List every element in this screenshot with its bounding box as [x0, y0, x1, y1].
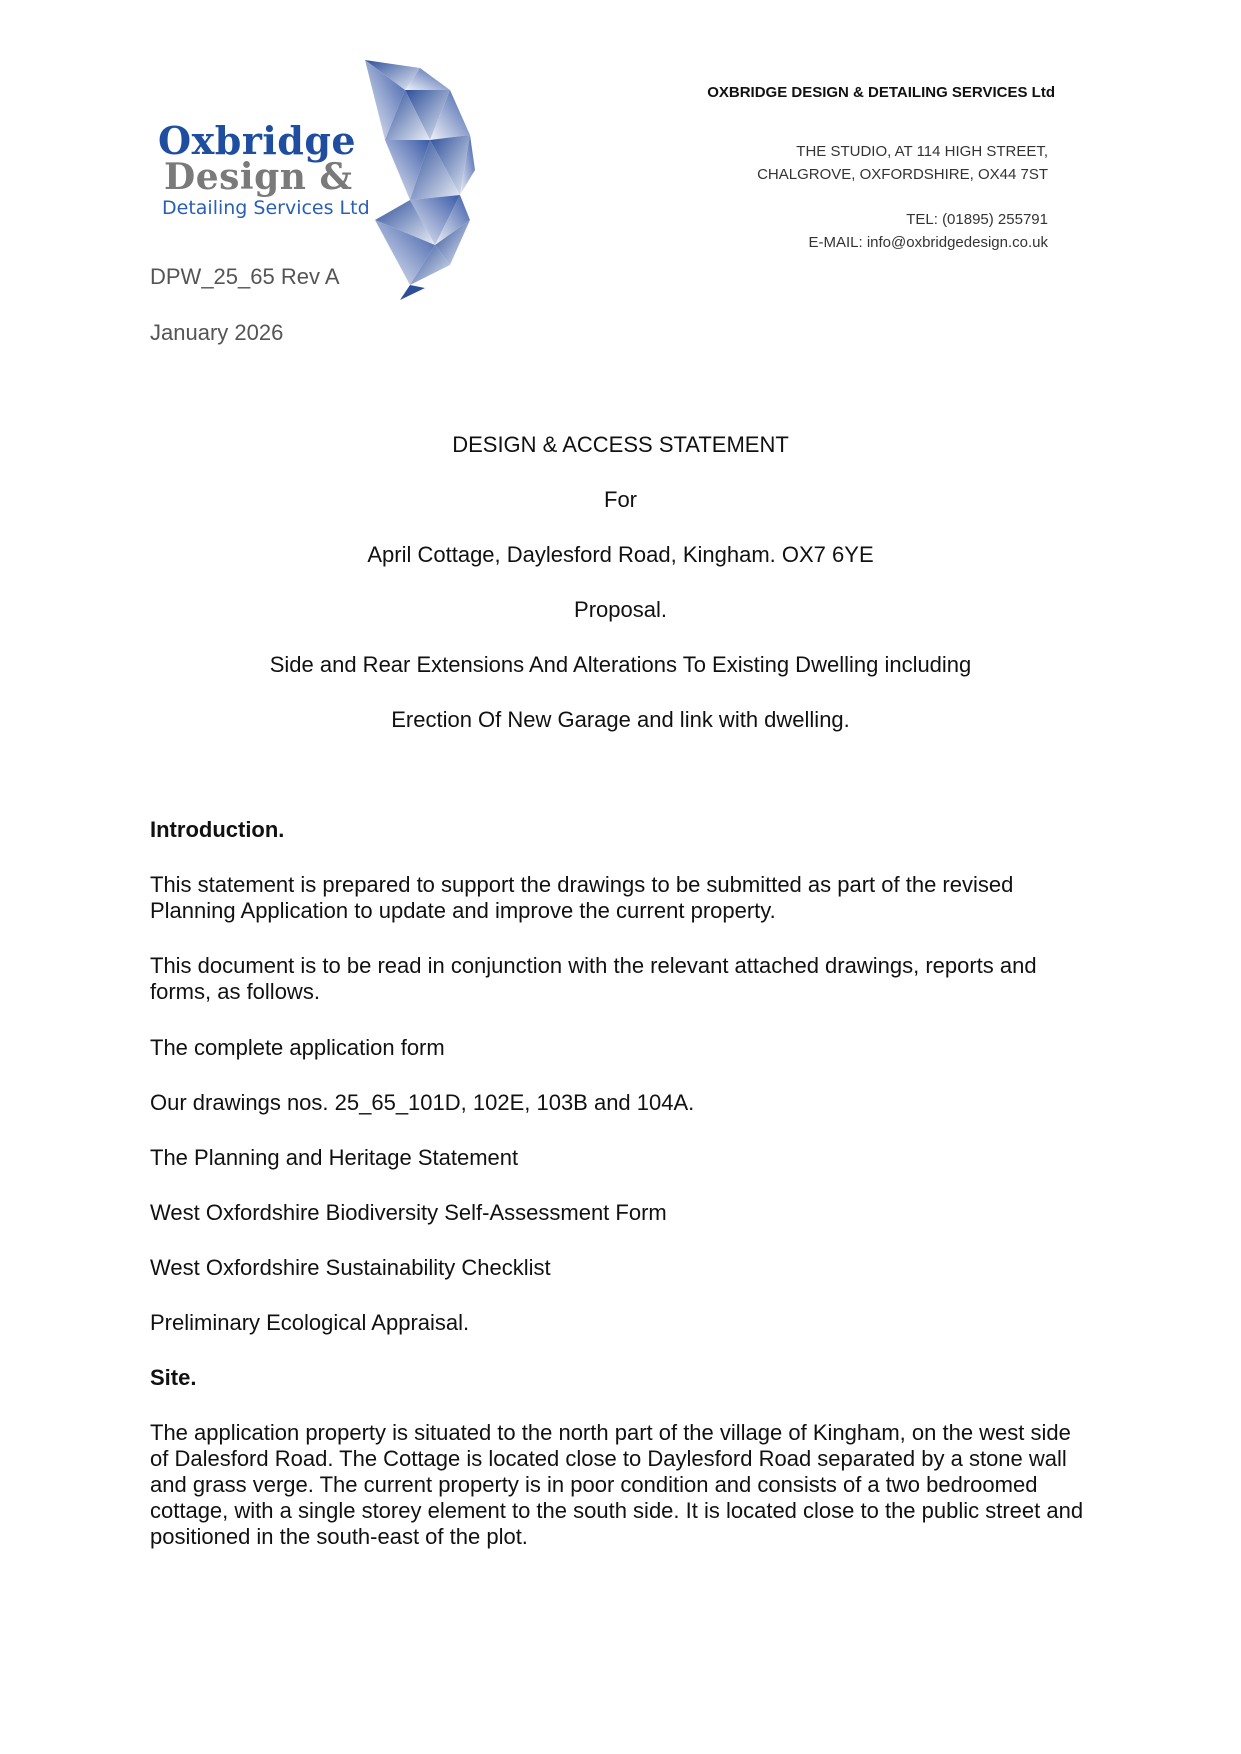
- list-item: The Planning and Heritage Statement: [150, 1145, 519, 1170]
- site-heading: Site.: [150, 1365, 197, 1390]
- document-date: January 2026: [150, 320, 284, 345]
- introduction-paragraph-1: This statement is prepared to support the drawings to be submitted as part of the revised Planning Application to update and improve the current property.: [150, 872, 1014, 923]
- proposal-line-2: Erection Of New Garage and link with dwelling.: [391, 707, 850, 732]
- introduction-heading: Introduction.: [150, 817, 285, 842]
- title-for: For: [604, 487, 637, 512]
- address-line-1: THE STUDIO, AT 114 HIGH STREET,: [796, 143, 1048, 160]
- email: E-MAIL: info@oxbridgedesign.co.uk: [808, 234, 1048, 251]
- introduction-paragraph-2: This document is to be read in conjunction with the relevant attached drawings, reports and forms, as follows.: [150, 953, 1037, 1004]
- list-item: West Oxfordshire Sustainability Checklist: [150, 1255, 551, 1280]
- site-address: April Cottage, Daylesford Road, Kingham. OX7 6YE: [367, 542, 874, 567]
- list-item: Preliminary Ecological Appraisal.: [150, 1310, 470, 1335]
- logo-text-oxbridge: Oxbridge: [158, 118, 357, 163]
- address-line-2: CHALGROVE, OXFORDSHIRE, OX44 7ST: [757, 166, 1048, 183]
- company-name: OXBRIDGE DESIGN & DETAILING SERVICES Ltd: [707, 84, 1055, 101]
- list-item: The complete application form: [150, 1035, 445, 1060]
- proposal-line-1: Side and Rear Extensions And Alterations To Existing Dwelling including: [269, 652, 972, 677]
- logo-text-design: Design &: [164, 156, 353, 198]
- list-item: Our drawings nos. 25_65_101D, 102E, 103B and 104A.: [150, 1090, 695, 1115]
- logo-geometric-icon: [360, 60, 490, 300]
- site-paragraph-1: The application property is situated to the north part of the village of Kingham, on the west side of Dalesford Road. The Cottage is located close to Daylesford Road separated by a stone wall and grass verge. The current property is in poor condition and consists of a two bedroomed cottage, with a single storey element to the south side. It is located close to the public street and positioned in the south-east of the plot.: [150, 1420, 1084, 1549]
- proposal-label: Proposal.: [574, 597, 667, 622]
- telephone: TEL: (01895) 255791: [906, 211, 1048, 228]
- document-reference: DPW_25_65 Rev A: [150, 264, 340, 289]
- document-title: DESIGN & ACCESS STATEMENT: [452, 432, 789, 457]
- logo-text-detailing: Detailing Services Ltd: [162, 197, 370, 219]
- list-item: West Oxfordshire Biodiversity Self-Assessment Form: [150, 1200, 667, 1225]
